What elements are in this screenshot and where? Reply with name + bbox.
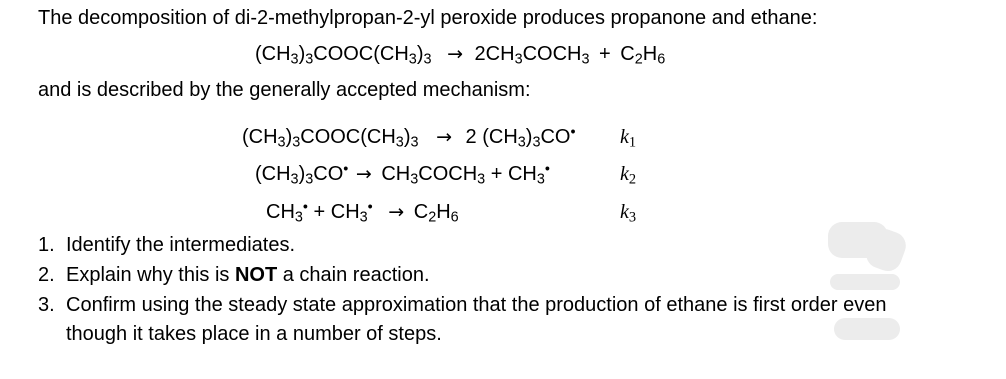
watermark-graphic xyxy=(820,222,910,352)
mechanism-step-1 xyxy=(242,125,576,149)
step-2-reactant: $(CH_3)_3CO^•$ xyxy=(255,161,349,188)
step-3-product: $C_2H_6$ xyxy=(413,201,459,226)
question-3-continuation: though it takes place in a number of steps. xyxy=(66,323,442,345)
step-2-product: $CH_3COCH_3 + CH_3^•$ xyxy=(381,161,550,188)
question-number: 3. xyxy=(38,294,55,316)
emphasis-not: NOT xyxy=(234,264,278,286)
step-1-reactant: $(CH_3)_3COOC(CH_3)_3$ xyxy=(242,126,419,151)
question-3 xyxy=(38,293,886,317)
overall-product-ethane: $C_2H_6$ xyxy=(620,43,666,68)
mechanism-intro-text: and is described by the generally accepted mechanism: xyxy=(38,79,531,101)
question-text: Identify the intermediates. xyxy=(66,234,296,256)
rate-constant-k3: $k_3$ xyxy=(620,201,637,226)
plus-sign: + xyxy=(599,43,611,65)
reaction-arrow-icon: → xyxy=(447,43,463,65)
step-3-reactant: $CH_3^• + CH_3^•$ xyxy=(266,199,373,226)
overall-product-propanone: $2CH_3COCH_3$ xyxy=(474,43,590,68)
reaction-arrow-icon: → xyxy=(388,201,405,223)
overall-equation xyxy=(255,42,665,66)
mechanism-step-2 xyxy=(255,162,550,186)
overall-reactant: $(CH_3)_3COOC(CH_3)_3$ xyxy=(255,43,432,68)
question-2: 2. Explain why this is NOT a chain reaction. xyxy=(38,264,430,286)
step-1-product: 2 $(CH_3)_3CO^•$ xyxy=(465,124,576,151)
rate-constant-k2: $k_2$ xyxy=(620,163,637,188)
question-number: 1. xyxy=(38,234,55,256)
question-number: 2. xyxy=(38,264,55,286)
mechanism-step-3 xyxy=(266,200,459,224)
question-1 xyxy=(38,233,295,257)
question-text: Confirm using the steady state approximation that the production of ethane is first order even xyxy=(66,294,887,316)
rate-constant-k1: $k_1$ xyxy=(620,126,637,151)
reaction-arrow-icon: → xyxy=(436,126,452,148)
reaction-arrow-icon: → xyxy=(355,163,372,185)
intro-text: The decomposition of di-2-methylpropan-2-yl peroxide produces propanone and ethane: xyxy=(38,7,818,29)
